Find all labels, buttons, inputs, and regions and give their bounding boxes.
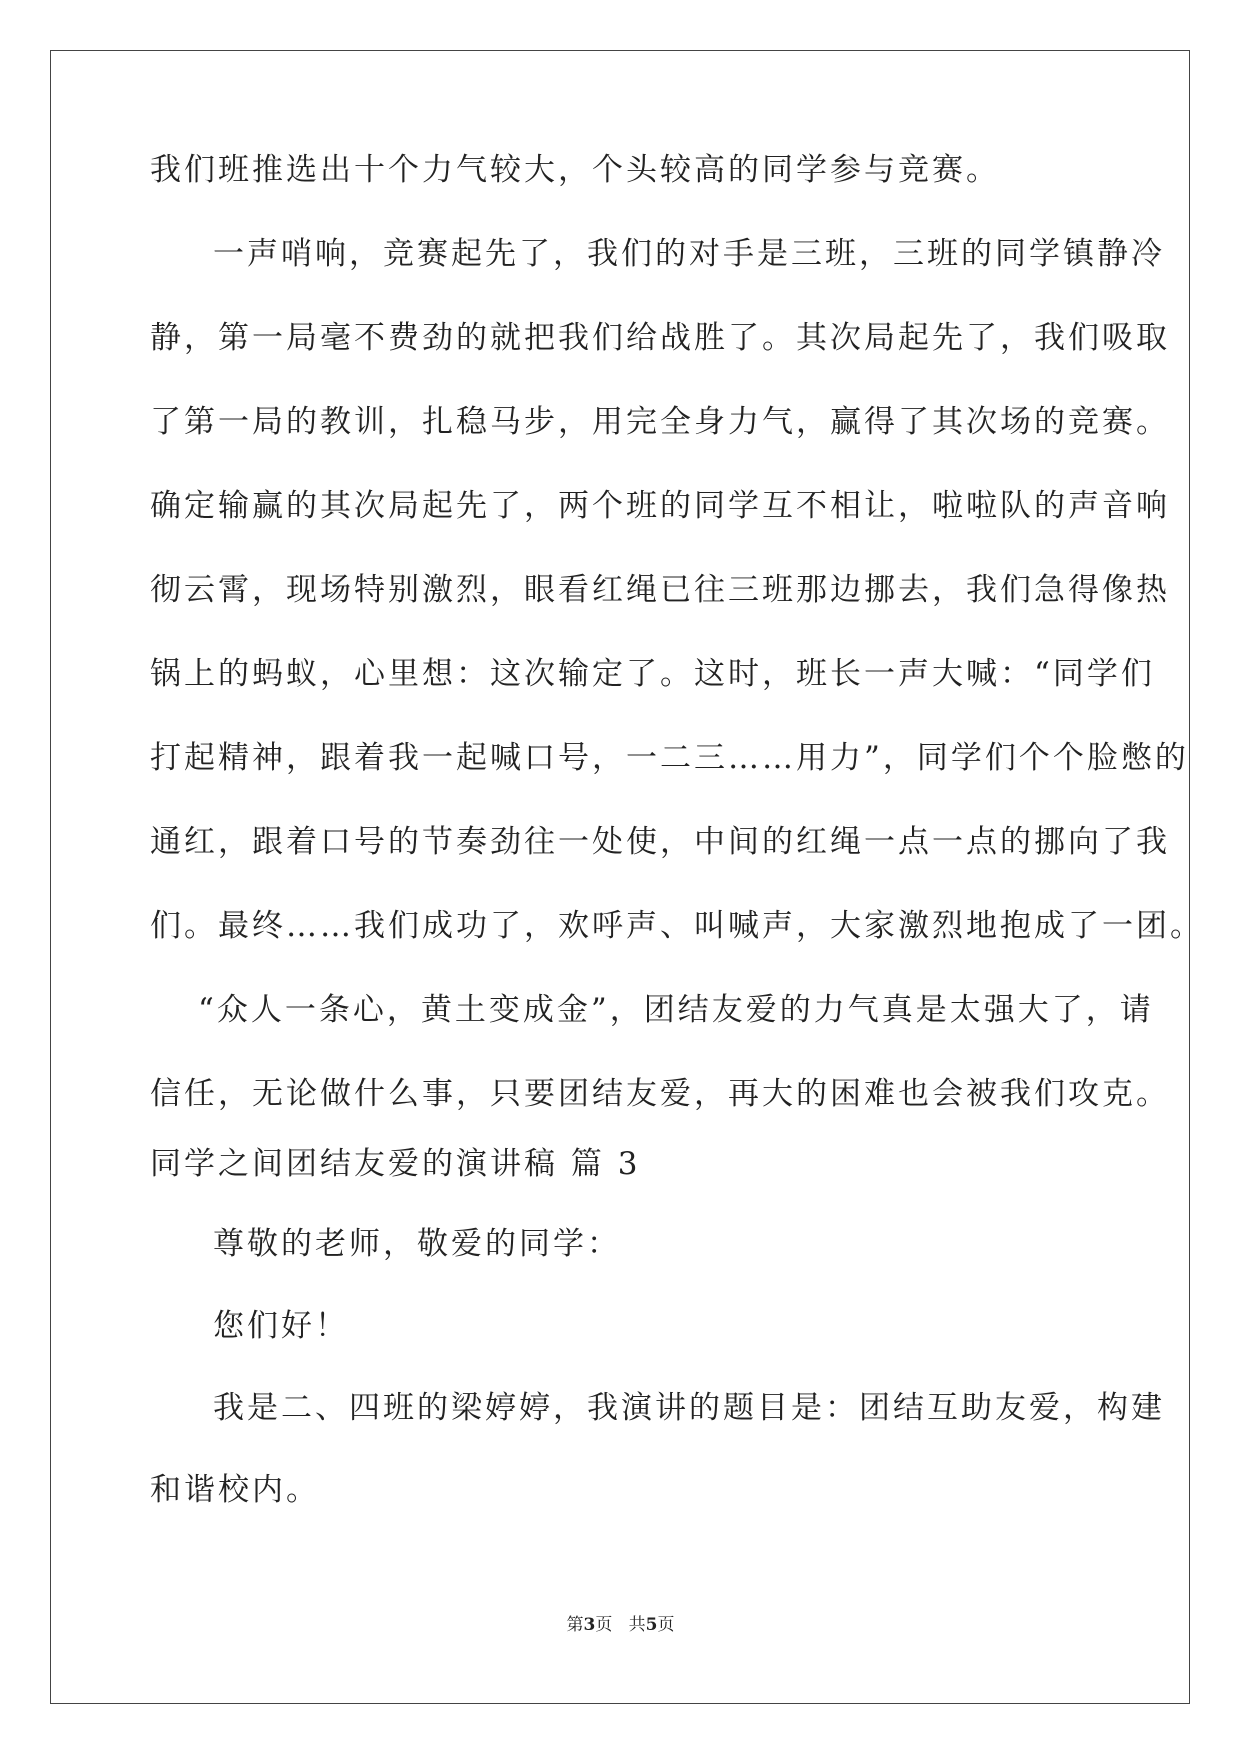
footer-current-page: 3 [583, 1615, 596, 1635]
footer-page-unit: 页 [595, 1615, 613, 1635]
body-line-12: 信任，无论做什么事，只要团结友爱，再大的困难也会被我们攻克。 [150, 1076, 1170, 1112]
footer-prefix: 第 [566, 1615, 584, 1635]
page-border [50, 50, 1190, 1704]
greeting-line: 您们好！ [213, 1308, 349, 1344]
body-line-9: 通红，跟着口号的节奏劲往一处使，中间的红绳一点一点的挪向了我 [150, 824, 1170, 860]
body-line-1: 我们班推选出十个力气较大，个头较高的同学参与竞赛。 [150, 152, 1000, 188]
salutation-line: 尊敬的老师，敬爱的同学： [213, 1226, 621, 1262]
intro-line-1: 我是二、四班的梁婷婷，我演讲的题目是：团结互助友爱，构建 [213, 1390, 1165, 1426]
body-line-5: 确定输赢的其次局起先了，两个班的同学互不相让，啦啦队的声音响 [150, 488, 1170, 524]
body-line-3: 静，第一局毫不费劲的就把我们给战胜了。其次局起先了，我们吸取 [150, 320, 1170, 356]
body-line-4: 了第一局的教训，扎稳马步，用完全身力气，赢得了其次场的竞赛。 [150, 404, 1170, 440]
section-heading: 同学之间团结友爱的演讲稿 篇 3 [150, 1146, 641, 1182]
intro-line-2: 和谐校内。 [150, 1472, 320, 1508]
footer-total-pages: 5 [645, 1615, 658, 1635]
body-line-8: 打起精神，跟着我一起喊口号，一二三……用力”，同学们个个脸憋的 [150, 740, 1189, 776]
body-line-10: 们。最终……我们成功了，欢呼声、叫喊声，大家激烈地抱成了一团。 [150, 908, 1204, 944]
footer-total-unit: 页 [657, 1615, 675, 1635]
body-line-7: 锅上的蚂蚁，心里想：这次输定了。这时，班长一声大喊：“同学们 [150, 656, 1155, 692]
body-line-11: “众人一条心，黄土变成金”，团结友爱的力气真是太强大了，请 [198, 992, 1154, 1028]
body-line-6: 彻云霄，现场特别激烈，眼看红绳已往三班那边挪去，我们急得像热 [150, 572, 1170, 608]
page-footer [0, 1614, 1241, 1636]
body-line-2: 一声哨响，竞赛起先了，我们的对手是三班，三班的同学镇静冷 [213, 236, 1165, 272]
footer-total-prefix: 共 [628, 1615, 646, 1635]
